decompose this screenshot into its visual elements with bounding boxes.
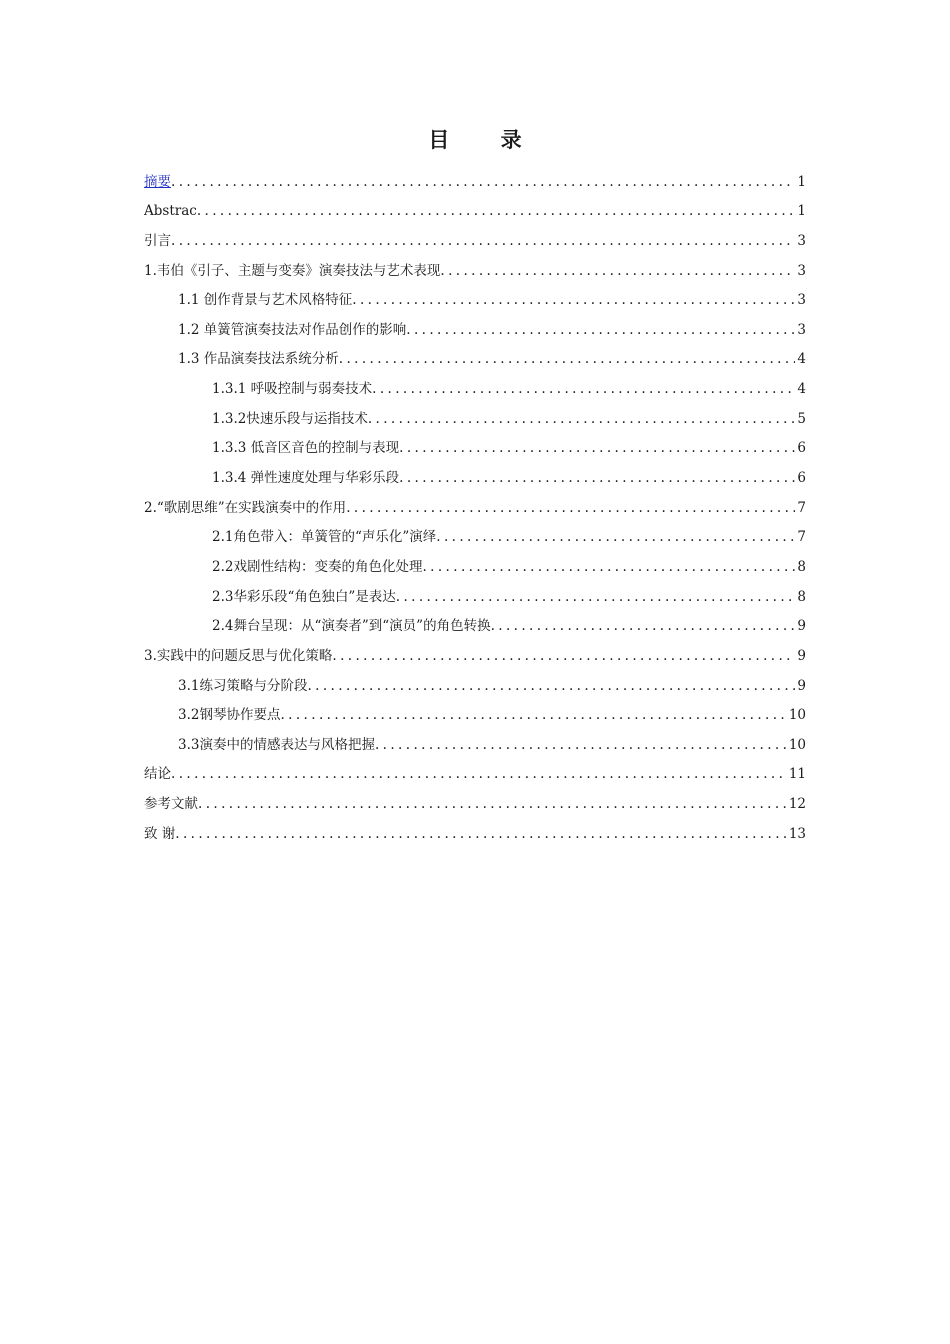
table-of-contents bbox=[144, 164, 806, 846]
toc-page-number: 7 bbox=[797, 499, 806, 516]
toc-entry-label: 1.1 创作背景与艺术风格特征 bbox=[178, 292, 353, 309]
toc-dot-leader bbox=[399, 470, 795, 490]
toc-entry[interactable] bbox=[144, 786, 806, 816]
toc-entry-label: 3.2钢琴协作要点 bbox=[178, 707, 281, 724]
toc-dot-leader bbox=[307, 678, 795, 698]
toc-dot-leader bbox=[422, 559, 795, 579]
toc-entry-label: 致 谢 bbox=[144, 825, 176, 842]
toc-entry-link[interactable]: 摘要 bbox=[144, 173, 171, 190]
toc-page-number: 3 bbox=[797, 321, 806, 338]
toc-entry-label: 1.3 作品演奏技法系统分析 bbox=[178, 351, 339, 368]
toc-page-number: 8 bbox=[797, 588, 806, 605]
toc-page-number: 5 bbox=[797, 410, 806, 427]
toc-entry[interactable] bbox=[144, 816, 806, 846]
toc-entry[interactable] bbox=[144, 609, 806, 639]
toc-entry-label: 2.1角色带入：单簧管的“声乐化”演绎 bbox=[212, 529, 437, 546]
toc-entry-label: 2.2戏剧性结构：变奏的角色化处理 bbox=[212, 558, 423, 575]
toc-dot-leader bbox=[346, 500, 795, 520]
toc-dot-leader bbox=[406, 322, 795, 342]
toc-entry[interactable] bbox=[144, 520, 806, 550]
toc-entry[interactable] bbox=[144, 312, 806, 342]
toc-dot-leader bbox=[332, 648, 795, 668]
toc-page-number: 3 bbox=[797, 232, 806, 249]
toc-dot-leader bbox=[171, 233, 795, 253]
toc-entry-label: Abstrac bbox=[144, 203, 197, 220]
toc-entry-label: 结论 bbox=[144, 766, 171, 783]
toc-entry[interactable] bbox=[144, 638, 806, 668]
toc-dot-leader bbox=[198, 796, 787, 816]
toc-page-number: 9 bbox=[797, 677, 806, 694]
toc-dot-leader bbox=[396, 589, 796, 609]
toc-entry[interactable] bbox=[144, 490, 806, 520]
toc-page-number: 7 bbox=[797, 529, 806, 546]
toc-entry[interactable] bbox=[144, 401, 806, 431]
toc-entry[interactable] bbox=[144, 757, 806, 787]
toc-dot-leader bbox=[372, 381, 795, 401]
toc-dot-leader bbox=[375, 737, 787, 757]
toc-entry[interactable] bbox=[144, 668, 806, 698]
toc-page-number: 11 bbox=[788, 766, 806, 783]
toc-entry-label: 2.3华彩乐段“角色独白”是表达 bbox=[212, 588, 396, 605]
toc-page-number: 9 bbox=[797, 618, 806, 635]
toc-page-number: 12 bbox=[788, 796, 806, 813]
toc-entry-label: 2.4舞台呈现：从“演奏者”到“演员”的角色转换 bbox=[212, 618, 491, 635]
toc-entry-label: 1.3.4 弹性速度处理与华彩乐段 bbox=[212, 470, 400, 487]
toc-page-number: 8 bbox=[797, 558, 806, 575]
toc-dot-leader bbox=[175, 826, 787, 846]
toc-entry[interactable] bbox=[144, 431, 806, 461]
toc-dot-leader bbox=[171, 174, 795, 194]
toc-entry[interactable] bbox=[144, 549, 806, 579]
toc-title: 目 录 bbox=[428, 128, 544, 152]
toc-entry[interactable] bbox=[144, 698, 806, 728]
toc-page-number: 3 bbox=[797, 262, 806, 279]
toc-dot-leader bbox=[399, 440, 795, 460]
toc-page-number: 4 bbox=[797, 381, 806, 398]
toc-entry[interactable] bbox=[144, 579, 806, 609]
toc-entry-label: 3.3演奏中的情感表达与风格把握 bbox=[178, 736, 375, 753]
toc-entry[interactable] bbox=[144, 371, 806, 401]
toc-dot-leader bbox=[440, 263, 795, 283]
toc-entry-label: 1.3.3 低音区音色的控制与表现 bbox=[212, 440, 400, 457]
toc-page-number: 6 bbox=[797, 440, 806, 457]
toc-page-number: 13 bbox=[788, 825, 806, 842]
toc-dot-leader bbox=[339, 351, 796, 371]
toc-dot-leader bbox=[368, 411, 796, 431]
toc-dot-leader bbox=[352, 292, 795, 312]
toc-dot-leader bbox=[491, 618, 796, 638]
toc-entry-label: 1.韦伯《引子、主题与变奏》演奏技法与艺术表现 bbox=[144, 262, 441, 279]
toc-dot-leader bbox=[436, 529, 795, 549]
toc-entry-label: 1.2 单簧管演奏技法对作品创作的影响 bbox=[178, 321, 407, 338]
toc-entry[interactable] bbox=[144, 283, 806, 313]
toc-entry[interactable] bbox=[144, 727, 806, 757]
toc-entry-label: 1.3.2快速乐段与运指技术 bbox=[212, 410, 368, 427]
toc-entry-label: 3.1练习策略与分阶段 bbox=[178, 677, 308, 694]
toc-page-number: 3 bbox=[797, 292, 806, 309]
toc-entry-label: 参考文献 bbox=[144, 796, 198, 813]
toc-page-number: 1 bbox=[797, 173, 806, 190]
toc-page-number: 1 bbox=[797, 203, 806, 220]
toc-dot-leader bbox=[171, 766, 787, 786]
toc-entry[interactable] bbox=[144, 194, 806, 224]
toc-entry-label: 1.3.1 呼吸控制与弱奏技术 bbox=[212, 381, 373, 398]
toc-entry-label: 引言 bbox=[144, 232, 171, 249]
toc-page-number: 10 bbox=[788, 707, 806, 724]
toc-dot-leader bbox=[280, 707, 786, 727]
toc-entry[interactable] bbox=[144, 164, 806, 194]
toc-entry[interactable] bbox=[144, 342, 806, 372]
toc-dot-leader bbox=[197, 203, 796, 223]
toc-page-number: 4 bbox=[797, 351, 806, 368]
toc-entry[interactable] bbox=[144, 223, 806, 253]
toc-entry-label: 2.“歌剧思维”在实践演奏中的作用 bbox=[144, 499, 347, 516]
toc-page-number: 10 bbox=[788, 736, 806, 753]
toc-entry[interactable] bbox=[144, 460, 806, 490]
toc-entry-label: 3.实践中的问题反思与优化策略 bbox=[144, 647, 333, 664]
toc-page-number: 6 bbox=[797, 470, 806, 487]
toc-page-number: 9 bbox=[797, 647, 806, 664]
toc-entry[interactable] bbox=[144, 253, 806, 283]
